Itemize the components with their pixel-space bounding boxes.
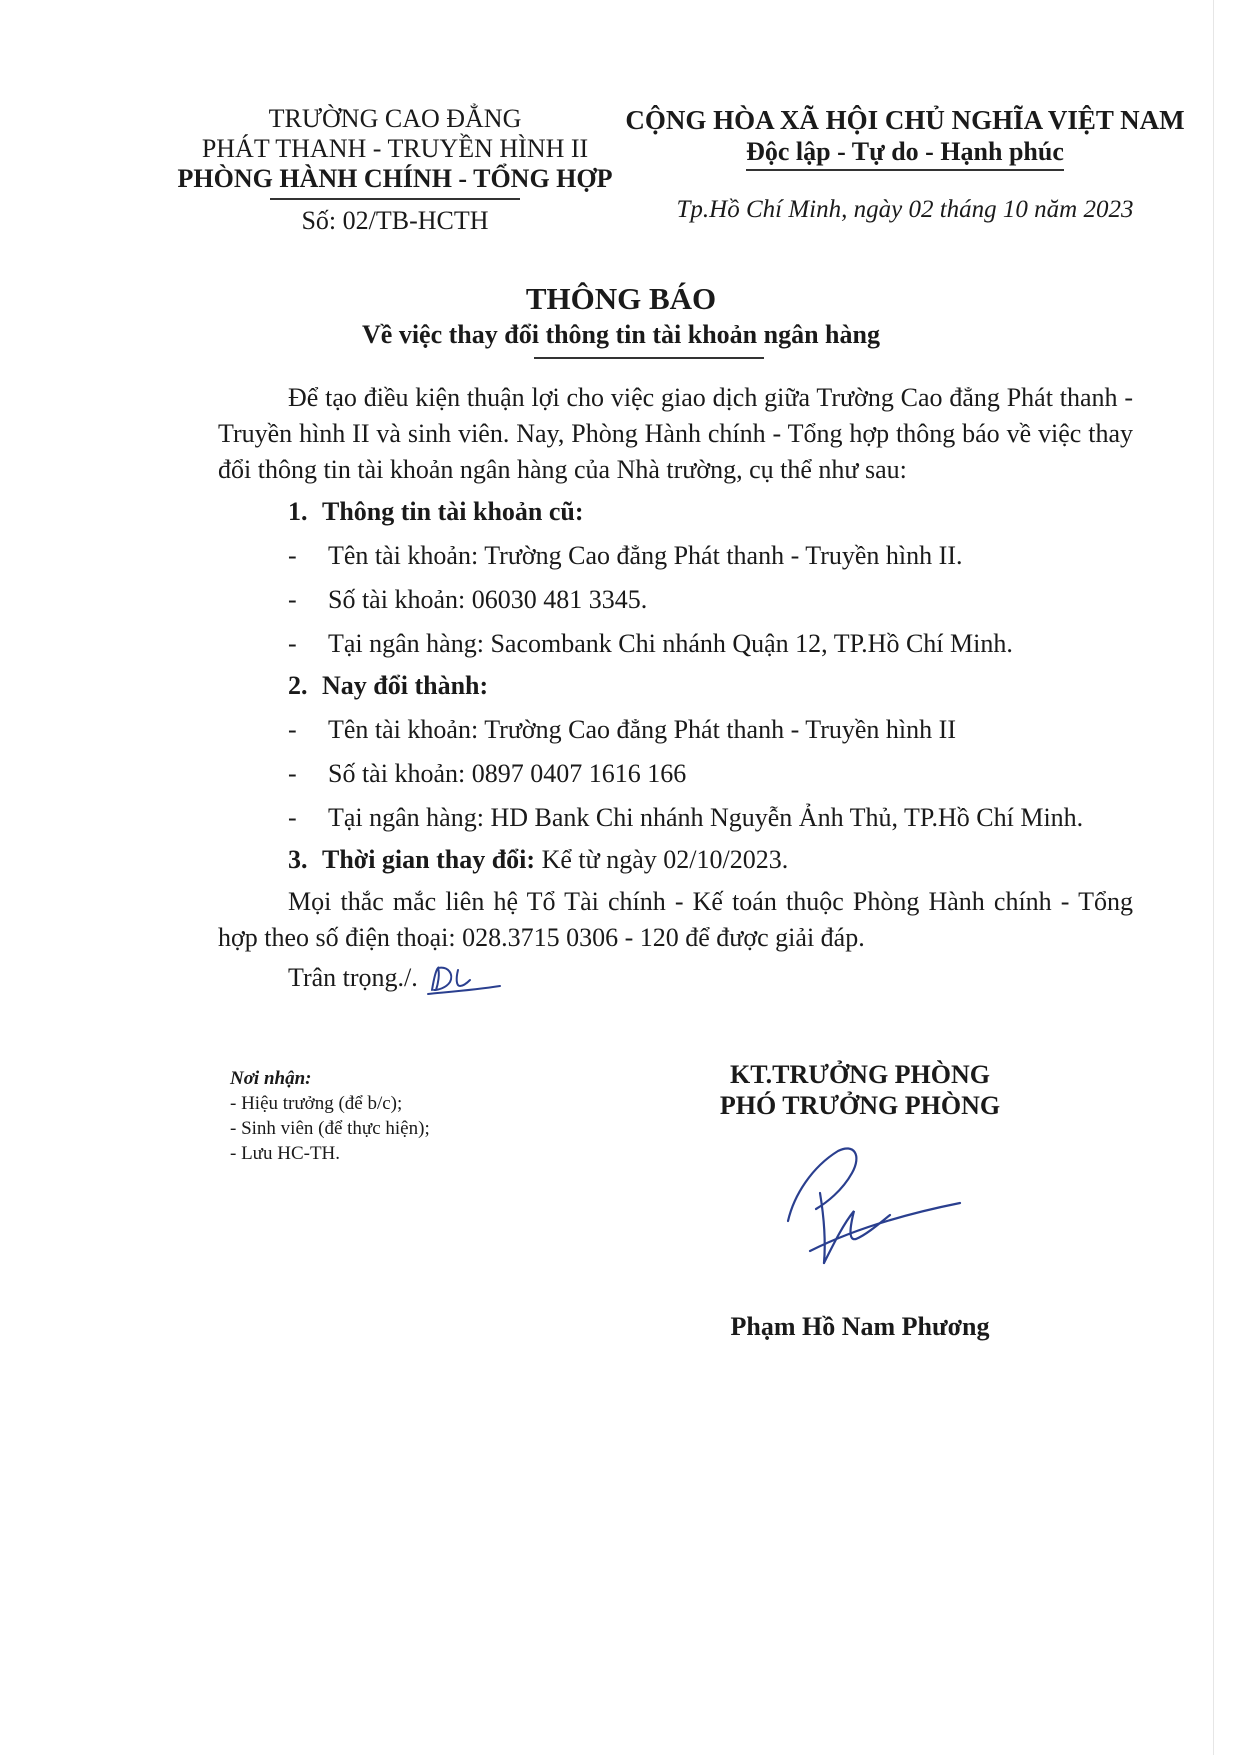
list-item-text: Tên tài khoản: Trường Cao đẳng Phát thanh - Truyền hình II. (328, 541, 963, 570)
document-title: THÔNG BÁO (525, 281, 717, 316)
handwritten-signature-icon (750, 1131, 970, 1281)
intro-paragraph: Để tạo điều kiện thuận lợi cho việc giao dịch giữa Trường Cao đẳng Phát thanh - Truyền hình II và sinh viên. Nay, Phòng Hành chính - Tổng hợp thông báo về việc thay đổi thông tin tài khoản ngân hàng của Nhà trường, cụ thể như sau: (218, 383, 1133, 484)
initials-mark-icon (424, 962, 504, 998)
section-heading-old-account (288, 494, 1133, 530)
department-name: PHÒNG HÀNH CHÍNH - TỔNG HỢP (177, 164, 613, 193)
list-item: - Số tài khoản: 06030 481 3345. (288, 585, 648, 614)
recipient-item: - Hiệu trưởng (để b/c); (230, 1093, 403, 1114)
section-number: 1. (288, 497, 308, 526)
nation-name: CỘNG HÒA XÃ HỘI CHỦ NGHĨA VIỆT NAM (625, 105, 1185, 135)
signer-title-2: PHÓ TRƯỞNG PHÒNG (719, 1091, 1001, 1120)
list-item-text: Tại ngân hàng: HD Bank Chi nhánh Nguyễn Ảnh Thủ, TP.Hồ Chí Minh. (328, 803, 1084, 832)
recipients-heading: Nơi nhận: (230, 1068, 312, 1089)
list-item-text: Tại ngân hàng: Sacombank Chi nhánh Quận 12, TP.Hồ Chí Minh. (328, 629, 1013, 658)
recipient-item: - Sinh viên (để thực hiện); (230, 1118, 430, 1139)
issuer-header (165, 104, 625, 236)
list-item: - Tại ngân hàng: Sacombank Chi nhánh Quận 12, TP.Hồ Chí Minh. (288, 629, 1013, 658)
section-heading-new-account (288, 668, 1133, 704)
list-item: - Số tài khoản: 0897 0407 1616 166 (288, 759, 687, 788)
list-item: - Tên tài khoản: Trường Cao đẳng Phát thanh - Truyền hình II (288, 715, 956, 744)
subtitle-divider (534, 357, 764, 359)
section-number: 3. (288, 845, 308, 874)
national-header (625, 104, 1185, 225)
section-number: 2. (288, 671, 308, 700)
section-heading-text: Thời gian thay đổi: (322, 845, 536, 874)
document-number: Số: 02/TB-HCTH (301, 205, 489, 235)
national-motto: Độc lập - Tự do - Hạnh phúc (746, 136, 1064, 171)
recipients-block (230, 1066, 430, 1166)
signer-title-1: KT.TRƯỞNG PHÒNG (730, 1060, 990, 1089)
signer-name: Phạm Hồ Nam Phương (730, 1312, 990, 1341)
section-heading-text: Nay đổi thành: (322, 671, 489, 700)
scan-edge-line (1213, 0, 1214, 1755)
document-body (218, 380, 1133, 998)
document-subtitle: Về việc thay đổi thông tin tài khoản ngân hàng (362, 320, 880, 349)
school-name-line2: PHÁT THANH - TRUYỀN HÌNH II (201, 134, 589, 163)
header-left-divider (270, 198, 520, 200)
section-heading-effective-date (288, 842, 1133, 878)
signature-block (640, 1059, 1080, 1343)
contact-paragraph: Mọi thắc mắc liên hệ Tổ Tài chính - Kế toán thuộc Phòng Hành chính - Tổng hợp theo số điện thoại: 028.3715 0306 - 120 để được giải đáp. (218, 887, 1133, 952)
section-heading-text: Thông tin tài khoản cũ: (322, 497, 584, 526)
list-item-text: Tên tài khoản: Trường Cao đẳng Phát thanh - Truyền hình II (328, 715, 956, 744)
list-item-text: Số tài khoản: 06030 481 3345. (328, 585, 648, 614)
closing-text: Trân trọng./. (288, 963, 418, 992)
list-item: - Tên tài khoản: Trường Cao đẳng Phát thanh - Truyền hình II. (288, 541, 963, 570)
recipient-item: - Lưu HC-TH. (230, 1143, 341, 1164)
document-date: Tp.Hồ Chí Minh, ngày 02 tháng 10 năm 2023 (676, 196, 1134, 223)
effective-date-text: Kể từ ngày 02/10/2023. (535, 845, 789, 874)
school-name-line1: TRƯỜNG CAO ĐẲNG (268, 104, 522, 133)
list-item: - Tại ngân hàng: HD Bank Chi nhánh Nguyễn Ảnh Thủ, TP.Hồ Chí Minh. (288, 803, 1084, 832)
closing-line (288, 960, 1133, 998)
list-item-text: Số tài khoản: 0897 0407 1616 166 (328, 759, 687, 788)
